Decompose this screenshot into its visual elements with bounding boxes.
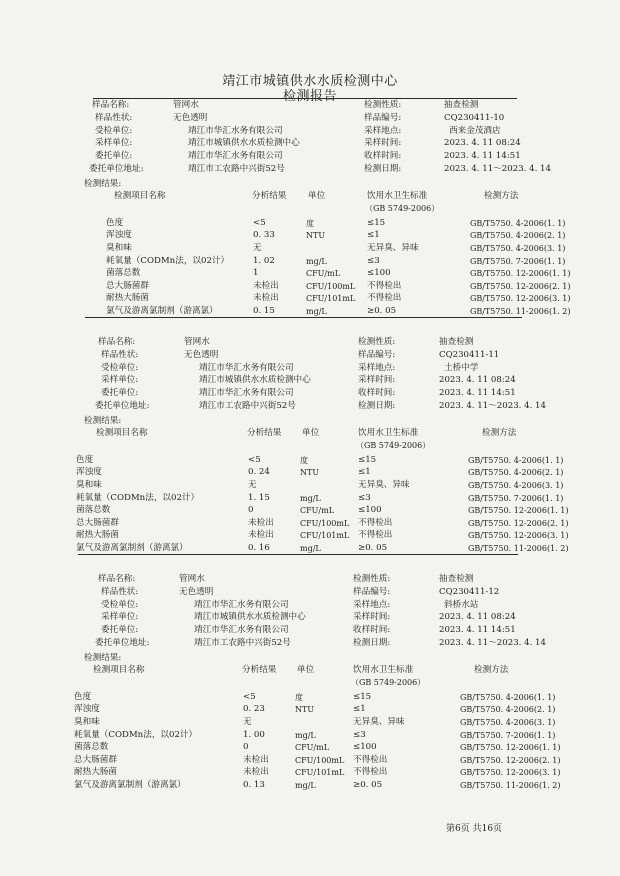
cell-unit: mg/L [300, 493, 321, 503]
cell-standard: ≥0. 05 [358, 543, 388, 553]
value-receive-time: 2023. 4. 11 14:51 [444, 151, 521, 162]
cell-unit: CFU/mL [306, 269, 341, 279]
cell-unit: NTU [300, 468, 320, 478]
cell-result: 无 [243, 717, 252, 727]
cell-item: 总大肠菌群 [76, 517, 119, 528]
results-label: 检测结果: [84, 178, 122, 189]
cell-result: 0. 15 [253, 306, 275, 316]
cell-method: GB/T5750. 4-2006(3. 1) [468, 481, 564, 490]
cell-method: GB/T5750. 11-2006(1. 2) [460, 781, 561, 790]
label-client: 受检单位: [95, 125, 133, 136]
value-entrust: 靖江市华汇水务有限公司 [188, 151, 283, 162]
value-test-date: 2023. 4. 11～2023. 4. 14 [444, 164, 551, 174]
col-header-method: 检测方法 [482, 427, 517, 438]
cell-result: 0 [248, 505, 254, 516]
cell-method: GB/T5750. 12-2006(3. 1) [460, 768, 561, 778]
label-entrust: 委托单位: [101, 625, 139, 636]
cell-unit: CFU/100mL [295, 755, 345, 765]
results-label: 检测结果: [84, 415, 122, 426]
cell-standard: 不得检出 [353, 754, 388, 765]
cell-standard: ≤3 [367, 255, 380, 266]
label-receive-time: 收样时间: [358, 388, 396, 399]
cell-standard: 不得检出 [358, 530, 393, 541]
cell-item: 色度 [76, 454, 94, 465]
value-test-date: 2023. 4. 11～2023. 4. 14 [439, 638, 546, 648]
cell-item: 菌落总数 [76, 505, 111, 516]
cell-unit: 度 [306, 218, 314, 228]
value-sampler: 靖江市城镇供水水质检测中心 [194, 612, 306, 623]
col-header-item: 检测项目名称 [96, 427, 148, 438]
label-sample-no: 样品编号: [364, 112, 402, 123]
cell-result: 0. 16 [248, 543, 270, 553]
value-sample-status: 无色透明 [179, 586, 214, 597]
value-sample-no: CQ230411-11 [439, 349, 500, 360]
cell-method: GB/T5750. 7-2006(1. 1) [470, 256, 566, 266]
cell-unit: CFU/101mL [300, 531, 350, 541]
value-client: 靖江市华汇水务有限公司 [188, 125, 283, 136]
label-entrust: 委托单位: [95, 151, 133, 162]
cell-item: 总大肠菌群 [106, 280, 149, 291]
value-test-type: 抽查检测 [444, 100, 479, 110]
cell-result: 0. 33 [253, 230, 275, 241]
cell-item: 耗氧量（CODMn法，以02计） [74, 729, 198, 740]
cell-unit: CFU/100mL [306, 281, 356, 291]
cell-standard: ≤15 [353, 691, 372, 702]
value-sampler: 靖江市城镇供水水质检测中心 [188, 138, 300, 149]
cell-method: GB/T5750. 4-2006(1. 1) [470, 218, 566, 228]
cell-result: 0. 24 [248, 467, 270, 478]
cell-result: 0 [243, 742, 249, 753]
cell-standard: ≤3 [358, 492, 371, 503]
cell-unit: NTU [295, 705, 315, 715]
label-test-date: 检测日期: [364, 164, 402, 174]
value-test-type: 抽查检测 [439, 574, 474, 584]
cell-unit: 度 [300, 455, 308, 465]
block-separator [78, 554, 518, 555]
label-test-type: 检测性质: [364, 100, 402, 110]
col-header-standard: 饮用水卫生标准 [367, 190, 428, 201]
col-header-method: 检测方法 [484, 190, 519, 201]
col-header-unit: 单位 [308, 190, 326, 201]
value-sample-no: CQ230411-12 [439, 586, 500, 597]
col-header-item: 检测项目名称 [93, 664, 145, 675]
col-header-result: 分析结果 [252, 190, 287, 201]
value-sample-name: 管网水 [179, 574, 205, 584]
cell-unit: mg/L [306, 256, 327, 266]
cell-method: GB/T5750. 12-2006(2. 1) [460, 755, 561, 765]
label-receive-time: 收样时间: [353, 625, 391, 636]
cell-item: 色度 [106, 217, 124, 228]
cell-unit: mg/L [295, 730, 316, 740]
cell-method: GB/T5750. 4-2006(2. 1) [460, 705, 556, 715]
label-sample-status: 样品性状: [101, 349, 139, 360]
col-header-unit: 单位 [302, 427, 320, 438]
cell-result: 无 [253, 243, 262, 253]
value-sample-name: 管网水 [173, 100, 199, 110]
cell-method: GB/T5750. 4-2006(3. 1) [460, 718, 556, 727]
value-entrust: 靖江市华汇水务有限公司 [194, 625, 289, 636]
cell-unit: CFU/mL [295, 743, 330, 753]
label-test-type: 检测性质: [353, 574, 391, 584]
cell-item: 耗氧量（CODMn法，以02计） [76, 492, 200, 503]
label-receive-time: 收样时间: [364, 151, 402, 162]
label-sample-time: 采样时间: [358, 375, 396, 386]
label-address: 委托单位地址: [95, 638, 150, 648]
label-site: 采样地点: [358, 362, 396, 373]
col-header-standard-sub: （GB 5749-2006） [356, 440, 431, 450]
block-separator [85, 317, 522, 318]
cell-unit: CFU/101mL [306, 294, 356, 304]
label-address: 委托单位地址: [89, 164, 144, 174]
value-sample-time: 2023. 4. 11 08:24 [444, 138, 521, 149]
cell-method: GB/T5750. 4-2006(1. 1) [460, 692, 556, 702]
cell-result: 未检出 [243, 767, 269, 778]
cell-item: 氯气及游离氯制剂（游离氯） [76, 543, 188, 553]
cell-result: <5 [248, 454, 261, 465]
cell-method: GB/T5750. 4-2006(3. 1) [470, 244, 566, 253]
cell-result: 1. 00 [243, 729, 265, 740]
cell-standard: 无异臭、异味 [358, 480, 410, 490]
cell-method: GB/T5750. 4-2006(2. 1) [468, 468, 564, 478]
results-label: 检测结果: [84, 652, 122, 663]
label-sample-name: 样品名称: [98, 574, 136, 584]
value-address: 靖江市工农路中兴街52号 [194, 638, 291, 648]
cell-method: GB/T5750. 11-2006(1. 2) [468, 544, 569, 553]
label-client: 受检单位: [101, 362, 139, 373]
cell-method: GB/T5750. 12-2006(3. 1) [470, 294, 571, 304]
col-header-standard: 饮用水卫生标准 [353, 664, 414, 675]
label-entrust: 委托单位: [101, 388, 139, 399]
value-client: 靖江市华汇水务有限公司 [199, 362, 294, 373]
cell-unit: mg/L [295, 781, 316, 790]
cell-method: GB/T5750. 12-2006(1. 1) [460, 743, 561, 753]
cell-result: 未检出 [243, 754, 269, 765]
cell-result: 1 [253, 268, 259, 279]
cell-result: 未检出 [253, 293, 279, 304]
cell-standard: ≤1 [358, 467, 371, 478]
cell-method: GB/T5750. 12-2006(2. 1) [468, 518, 569, 528]
cell-result: 未检出 [248, 530, 274, 541]
cell-item: 臭和味 [106, 243, 132, 253]
cell-standard: 不得检出 [353, 767, 388, 778]
col-header-method: 检测方法 [474, 664, 509, 675]
label-sampler: 采样单位: [101, 375, 139, 386]
cell-result: 未检出 [253, 280, 279, 291]
cell-standard: 不得检出 [367, 280, 402, 291]
cell-method: GB/T5750. 11-2006(1. 2) [470, 307, 571, 316]
value-sample-no: CQ230411-10 [444, 112, 505, 123]
label-site: 采样地点: [364, 125, 402, 136]
label-sampler: 采样单位: [101, 612, 139, 623]
cell-standard: ≤3 [353, 729, 366, 740]
cell-standard: ≤100 [367, 268, 391, 279]
col-header-item: 检测项目名称 [114, 190, 166, 201]
cell-item: 菌落总数 [74, 742, 109, 753]
cell-item: 氯气及游离氯制剂（游离氯） [74, 780, 186, 790]
label-sample-name: 样品名称: [98, 337, 136, 347]
value-sample-status: 无色透明 [184, 349, 219, 360]
cell-item: 臭和味 [76, 480, 102, 490]
value-test-type: 抽查检测 [439, 337, 474, 347]
cell-standard: ≤100 [358, 505, 382, 516]
value-sample-name: 管网水 [184, 337, 210, 347]
value-sample-time: 2023. 4. 11 08:24 [439, 612, 516, 623]
cell-method: GB/T5750. 4-2006(2. 1) [470, 231, 566, 241]
cell-unit: CFU/100mL [300, 518, 350, 528]
cell-standard: ≤100 [353, 742, 377, 753]
cell-item: 浑浊度 [74, 704, 100, 715]
cell-standard: ≤15 [358, 454, 377, 465]
cell-method: GB/T5750. 7-2006(1. 1) [468, 493, 564, 503]
label-test-type: 检测性质: [358, 337, 396, 347]
cell-standard: ≤15 [367, 217, 386, 228]
cell-standard: 不得检出 [358, 517, 393, 528]
cell-method: GB/T5750. 12-2006(2. 1) [470, 281, 571, 291]
col-header-standard-sub: （GB 5749-2006） [351, 677, 426, 687]
label-address: 委托单位地址: [95, 401, 150, 411]
value-sampler: 靖江市城镇供水水质检测中心 [199, 375, 311, 386]
label-test-date: 检测日期: [353, 638, 391, 648]
value-address: 靖江市工农路中兴街52号 [188, 164, 285, 174]
cell-item: 臭和味 [74, 717, 100, 727]
cell-method: GB/T5750. 7-2006(1. 1) [460, 730, 556, 740]
label-sample-name: 样品名称: [92, 100, 130, 110]
page-footer: 第6页 共16页 [446, 824, 503, 834]
cell-item: 浑浊度 [76, 467, 102, 478]
cell-result: <5 [243, 691, 256, 702]
cell-item: 浑浊度 [106, 230, 132, 241]
label-sample-status: 样品性状: [95, 112, 133, 123]
cell-item: 氯气及游离氯制剂（游离氯） [106, 306, 218, 316]
cell-item: 菌落总数 [106, 268, 141, 279]
value-client: 靖江市华汇水务有限公司 [194, 599, 289, 610]
cell-method: GB/T5750. 12-2006(1. 1) [470, 269, 571, 279]
cell-standard: 无异臭、异味 [353, 717, 405, 727]
cell-item: 耗氧量（CODMn法，以02计） [106, 255, 230, 266]
value-receive-time: 2023. 4. 11 14:51 [439, 388, 516, 399]
label-sample-time: 采样时间: [353, 612, 391, 623]
cell-unit: NTU [306, 231, 326, 241]
value-entrust: 靖江市华汇水务有限公司 [199, 388, 294, 399]
cell-method: GB/T5750. 4-2006(1. 1) [468, 455, 564, 465]
col-header-result: 分析结果 [247, 427, 282, 438]
cell-standard: 不得检出 [367, 293, 402, 304]
label-test-date: 检测日期: [358, 401, 396, 411]
col-header-unit: 单位 [297, 664, 315, 675]
cell-result: 0. 13 [243, 780, 265, 790]
cell-unit: mg/L [306, 307, 327, 316]
col-header-standard-sub: （GB 5749-2006） [365, 203, 440, 213]
cell-unit: CFU/101mL [295, 768, 345, 778]
report-title: 检测报告 [282, 89, 337, 104]
cell-unit: 度 [295, 692, 303, 702]
value-sample-time: 2023. 4. 11 08:24 [439, 375, 516, 386]
cell-result: 1. 02 [253, 255, 275, 266]
cell-item: 耐热大肠菌 [74, 767, 117, 778]
cell-item: 总大肠菌群 [74, 754, 117, 765]
cell-item: 耐热大肠菌 [76, 530, 119, 541]
label-sample-time: 采样时间: [364, 138, 402, 149]
value-site: 斜桥水站 [444, 599, 479, 610]
label-client: 受检单位: [101, 599, 139, 610]
cell-standard: ≥0. 05 [353, 780, 383, 790]
label-sample-no: 样品编号: [353, 586, 391, 597]
cell-standard: ≤1 [367, 230, 380, 241]
cell-unit: mg/L [300, 544, 321, 553]
cell-method: GB/T5750. 12-2006(3. 1) [468, 531, 569, 541]
value-receive-time: 2023. 4. 11 14:51 [439, 625, 516, 636]
value-site: 西来金茂酒店 [449, 125, 501, 136]
cell-result: <5 [253, 217, 266, 228]
label-sampler: 采样单位: [95, 138, 133, 149]
value-address: 靖江市工农路中兴街52号 [199, 401, 296, 411]
cell-standard: ≥0. 05 [367, 306, 397, 316]
cell-result: 0. 23 [243, 704, 265, 715]
value-sample-status: 无色透明 [173, 112, 208, 123]
top-rule [93, 98, 517, 99]
cell-result: 无 [248, 480, 257, 490]
cell-result: 1. 15 [248, 492, 270, 503]
cell-item: 色度 [74, 691, 92, 702]
col-header-result: 分析结果 [242, 664, 277, 675]
value-test-date: 2023. 4. 11～2023. 4. 14 [439, 401, 546, 411]
label-sample-status: 样品性状: [101, 586, 139, 597]
value-site: 土桥中学 [444, 362, 479, 373]
cell-item: 耐热大肠菌 [106, 293, 149, 304]
cell-standard: ≤1 [353, 704, 366, 715]
cell-result: 未检出 [248, 517, 274, 528]
col-header-standard: 饮用水卫生标准 [358, 427, 419, 438]
label-sample-no: 样品编号: [358, 349, 396, 360]
cell-standard: 无异臭、异味 [367, 243, 419, 253]
cell-method: GB/T5750. 12-2006(1. 1) [468, 506, 569, 516]
report-center-title: 靖江市城镇供水水质检测中心 [222, 74, 398, 89]
label-site: 采样地点: [353, 599, 391, 610]
cell-unit: CFU/mL [300, 506, 335, 516]
